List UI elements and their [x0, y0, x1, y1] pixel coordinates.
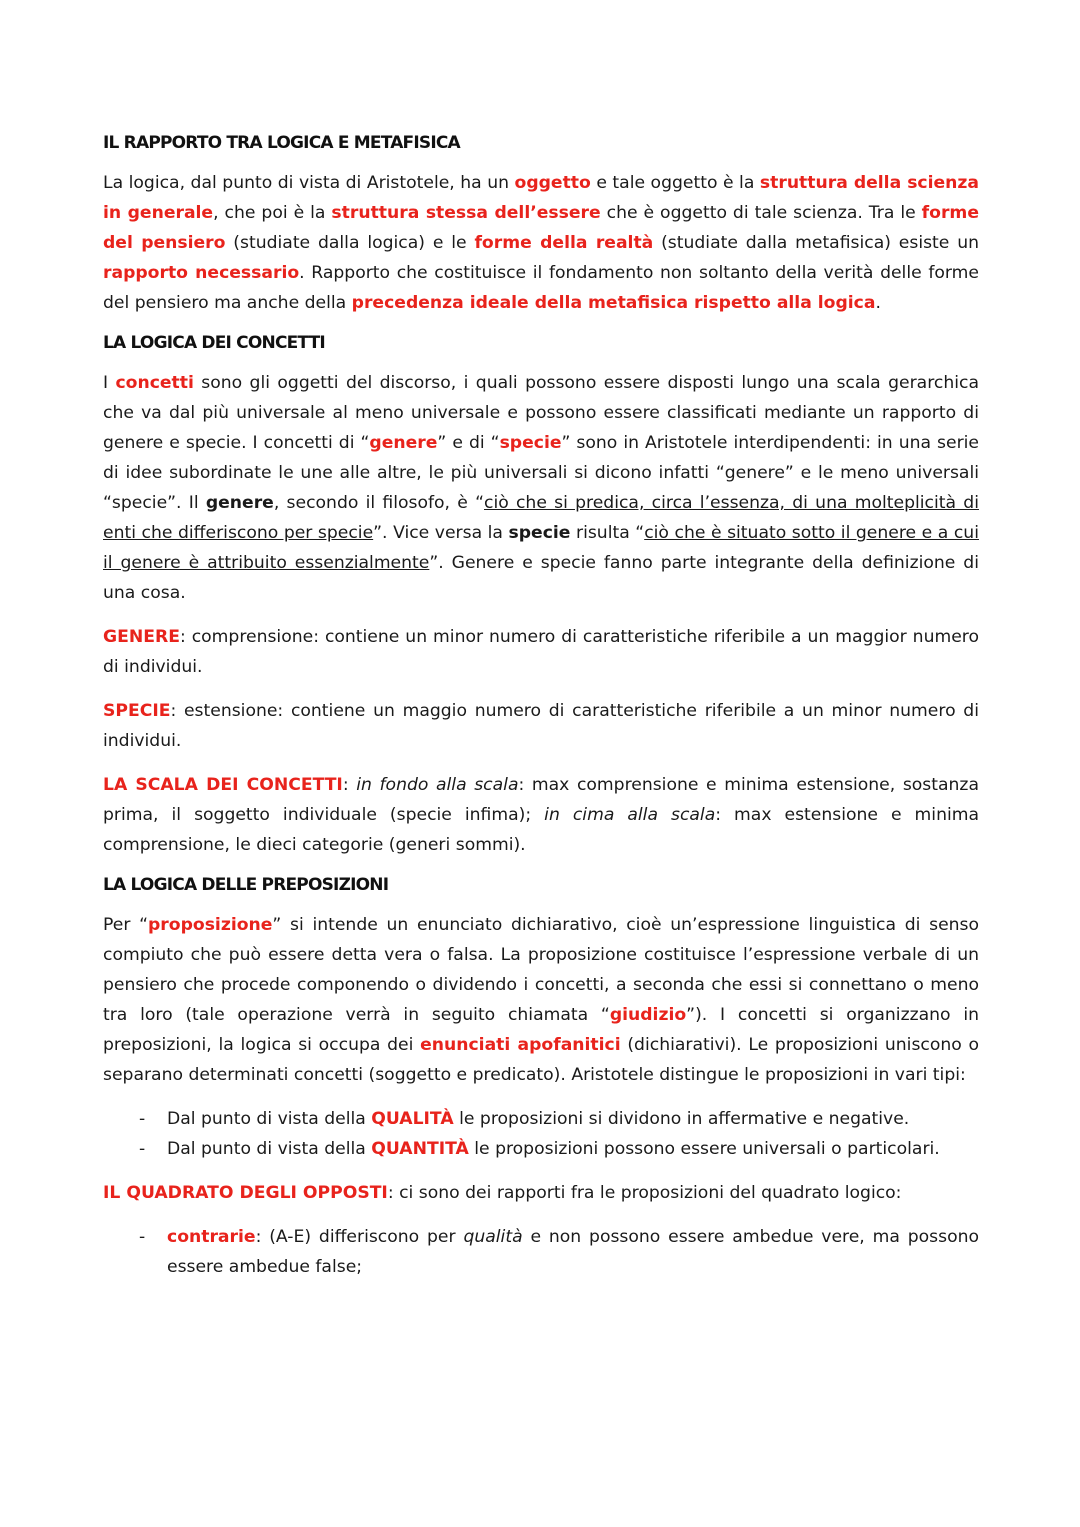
definition-specie: SPECIE: estensione: contiene un maggio numero di caratteristiche riferibile a un minor numero di individui.: [103, 701, 979, 751]
list-item: - contrarie: (A-E) differiscono per qualità e non possono essere ambedue vere, ma possono essere ambedue false;: [167, 1222, 979, 1282]
definition-quadrato-opposti: IL QUADRATO DEGLI OPPOSTI: ci sono dei rapporti fra le proposizioni del quadrato logico:: [103, 1183, 902, 1203]
proposition-types-list: [103, 1104, 979, 1164]
document-page: [103, 128, 979, 1282]
list-item: - Dal punto di vista della QUALITÀ le proposizioni si dividono in affermative e negative.: [167, 1104, 979, 1134]
section-title-concetti: LA LOGICA DEI CONCETTI: [103, 333, 325, 353]
section-title-rapporto: IL RAPPORTO TRA LOGICA E METAFISICA: [103, 133, 460, 153]
definition-scala-concetti: LA SCALA DEI CONCETTI: in fondo alla scala: max comprensione e minima estensione, sostanza prima, il soggetto individuale (specie infima); in cima alla scala: max estensione e minima comprensione, le dieci categorie (generi sommi).: [103, 775, 980, 855]
paragraph-preposizioni: Per “proposizione” si intende un enunciato dichiarativo, cioè un’espressione linguistica di senso compiuto che può essere detta vera o falsa. La proposizione costituisce l’espressione verbale di un pensiero che procede componendo o dividendo i concetti, a seconda che essi si connettano o meno tra loro (tale operazione verrà in seguito chiamata “giudizio”). I concetti si organizzano in preposizioni, la logica si occupa dei enunciati apofanitici (dichiarativi). Le proposizioni uniscono o separano determinati concetti (soggetto e predicato). Aristotele distingue le proposizioni in vari tipi:: [103, 915, 980, 1085]
definition-genere: GENERE: comprensione: contiene un minor numero di caratteristiche riferibile a un maggior numero di individui.: [103, 627, 979, 677]
paragraph-concetti: I concetti sono gli oggetti del discorso, i quali possono essere disposti lungo una scala gerarchica che va dal più universale al meno universale e possono essere classificati mediante un rapporto di genere e specie. I concetti di “genere” e di “specie” sono in Aristotele interdipendenti: in una serie di idee subordinate le une alle altre, le più universali si dicono infatti “genere” e le meno universali “specie”. Il genere, secondo il filosofo, è “ciò che si predica, circa l’essenza, di una molteplicità di enti che differiscono per specie”. Vice versa la specie risulta “ciò che è situato sotto il genere e a cui il genere è attribuito essenzialmente”. Genere e specie fanno parte integrante della definizione di una cosa.: [103, 373, 979, 603]
opposites-list: [103, 1222, 979, 1282]
section-title-preposizioni: LA LOGICA DELLE PREPOSIZIONI: [103, 875, 389, 895]
paragraph-rapporto: La logica, dal punto di vista di Aristotele, ha un oggetto e tale oggetto è la struttura della scienza in generale, che poi è la struttura stessa dell’essere che è oggetto di tale scienza. Tra le forme del pensiero (studiate dalla logica) e le forme della realtà (studiate dalla metafisica) esiste un rapporto necessario. Rapporto che costituisce il fondamento non soltanto della verità delle forme del pensiero ma anche della precedenza ideale della metafisica rispetto alla logica.: [103, 173, 980, 313]
list-item: - Dal punto di vista della QUANTITÀ le proposizioni possono essere universali o particolari.: [167, 1134, 979, 1164]
